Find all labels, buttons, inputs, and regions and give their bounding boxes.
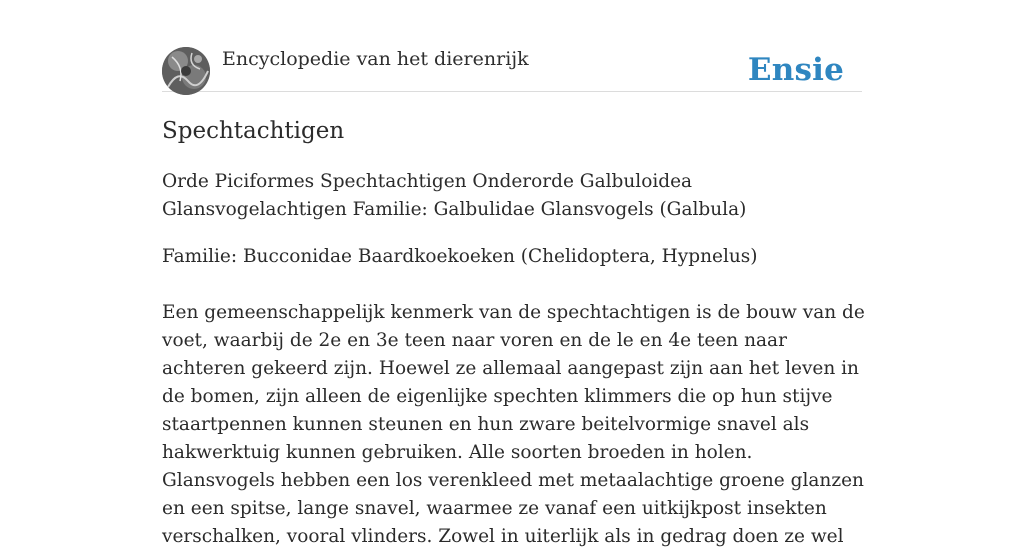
article-paragraph: Familie: Bucconidae Baardkoekoeken (Chelidoptera, Hypnelus) [162, 246, 758, 267]
article-content [162, 113, 867, 551]
article-paragraph: Orde Piciformes Spechtachtigen Onderorde Galbuloidea Glansvogelachtigen Familie: Galbulidae Glansvogels (Galbula) [162, 171, 747, 220]
animal-photo-avatar-icon[interactable] [162, 47, 210, 95]
page-title: Spechtachtigen [162, 118, 345, 144]
source-title[interactable]: Encyclopedie van het dierenrijk [222, 48, 529, 70]
article-paragraph: Een gemeenschappelijk kenmerk van de spechtachtigen is de bouw van de voet, waarbij de 2e en 3e teen naar voren en de le en 4e teen naar achteren gekeerd zijn. Hoewel ze allemaal aangepast zijn aan het leven in de bomen, zijn alleen de eigenlijke spechten klimmers die op hun stijve staartpennen kunnen steunen en hun zware beitelvormige snavel als hakwerktuig kunnen gebruiken. Alle soorten broeden in holen. Glansvogels hebben een los verenkleed met metaalachtige groene glanzen en een spitse, lange snavel, waarmee ze vanaf een uitkijkpost insekten verschalken, vooral vlinders. Zowel in uiterlijk als in gedrag doen ze wel [162, 302, 865, 547]
ensie-logo[interactable]: Ensie [747, 52, 844, 88]
source-header [162, 44, 862, 92]
